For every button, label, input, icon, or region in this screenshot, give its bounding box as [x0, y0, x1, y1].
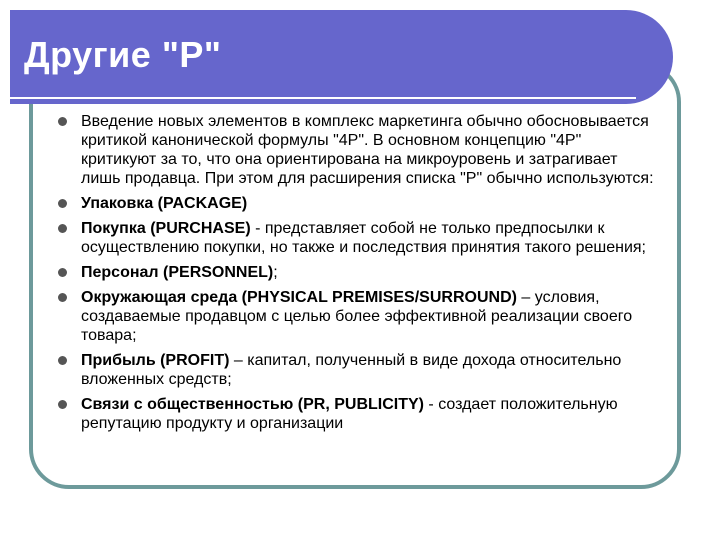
bullet-bold: Окружающая среда (PHYSICAL PREMISES/SURROUND): [81, 289, 517, 306]
bullet-item-profit: [58, 351, 658, 389]
bullet-item-package: [58, 194, 658, 213]
bullet-item-intro: [58, 112, 658, 188]
bullet-bold: Прибыль (PROFIT): [81, 352, 230, 369]
bullet-text: Введение новых элементов в комплекс маркетинга обычно обосновывается критикой канонической формулы "4Р". В основном концепцию "4Р" критикуют за то, что она ориентирована на микроуровень и затрагивает лишь продавца. При этом для расширения списка "Р" обычно используются:: [81, 113, 654, 187]
bullet-bold: Персонал (PERSONNEL): [81, 264, 274, 281]
bullet-bold: Покупка (PURCHASE): [81, 220, 251, 237]
bullet-list: [58, 112, 658, 439]
bullet-text: - представляет собой не только предпосылки к осуществлению покупки, но также и последствия принятия такого решения;: [81, 220, 646, 256]
title-bar: [10, 10, 673, 104]
bullet-text: – капитал, полученный в виде дохода относительно вложенных средств;: [81, 352, 622, 388]
slide-title: Другие "Р": [24, 34, 222, 75]
title-divider: [10, 97, 636, 99]
bullet-text: – условия, создаваемые продавцом с целью более эффективной реализации своего товара;: [81, 289, 633, 344]
bullet-bold: Упаковка (PACKAGE): [81, 195, 248, 212]
bullet-bold: Связи с общественностью (PR, PUBLICITY): [81, 396, 424, 413]
bullet-text: ;: [273, 264, 278, 281]
bullet-item-purchase: [58, 219, 658, 257]
bullet-item-personnel: [58, 263, 658, 282]
bullet-item-publicity: [58, 395, 658, 433]
bullet-text: - создает положительную репутацию продукту и организации: [81, 396, 618, 432]
bullet-item-physical-premises: [58, 288, 658, 345]
